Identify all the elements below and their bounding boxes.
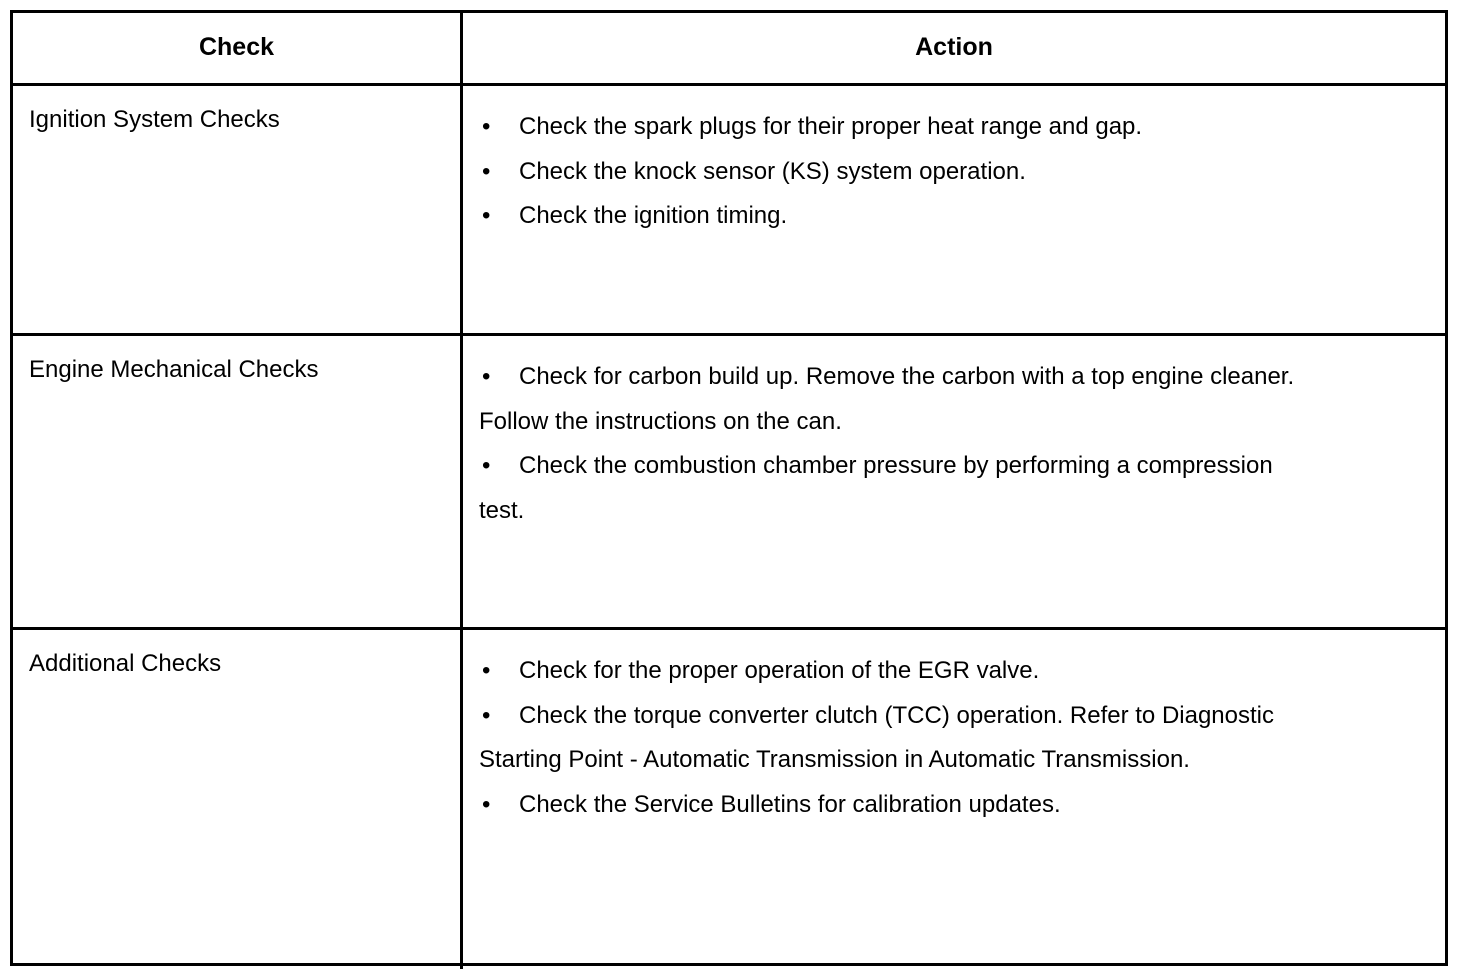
header-check: Check — [13, 13, 463, 83]
bullet-icon: • — [482, 452, 491, 479]
action-item — [479, 783, 1295, 828]
action-cell — [463, 86, 1445, 333]
action-text: Check for carbon build up. Remove the carbon with a top engine cleaner. Follow the instructions on the can. — [479, 363, 1295, 435]
bullet-icon: • — [482, 701, 491, 729]
action-item — [479, 150, 1405, 195]
bullet-icon: • — [482, 157, 491, 185]
action-item — [479, 444, 1295, 533]
action-text: Check the combustion chamber pressure by performing a compression test. — [479, 452, 1273, 524]
action-text: Check for the proper operation of the EGR valve. — [519, 657, 1040, 684]
table-header-row — [13, 13, 1445, 83]
table-bottom-border — [10, 963, 1448, 966]
header-action: Action — [915, 33, 993, 61]
action-list — [479, 105, 1405, 239]
action-list — [479, 649, 1295, 827]
table-row — [13, 627, 1445, 969]
table-row — [13, 83, 1445, 333]
diagnostic-table — [10, 10, 1448, 966]
bullet-icon: • — [482, 657, 491, 684]
check-label: Additional Checks — [29, 650, 222, 677]
action-item — [479, 194, 1405, 239]
action-text: Check the spark plugs for their proper heat range and gap. — [519, 113, 1143, 140]
bullet-icon: • — [482, 202, 491, 229]
check-label: Ignition System Checks — [29, 106, 280, 133]
action-list — [479, 355, 1295, 533]
action-cell — [463, 336, 1445, 627]
bullet-icon: • — [482, 790, 491, 818]
check-label: Engine Mechanical Checks — [29, 356, 319, 383]
action-item — [479, 694, 1295, 783]
table-row — [13, 333, 1445, 627]
action-text: Check the Service Bulletins for calibration updates. — [519, 790, 1061, 818]
bullet-icon: • — [482, 113, 491, 140]
check-cell — [13, 630, 463, 969]
action-text: Check the knock sensor (KS) system operation. — [519, 157, 1026, 185]
action-item — [479, 355, 1295, 444]
action-text: Check the torque converter clutch (TCC) operation. Refer to Diagnostic Starting Point - Automatic Transmission in Automatic Transmission. — [479, 701, 1275, 773]
bullet-icon: • — [482, 363, 491, 390]
action-cell — [463, 630, 1445, 969]
action-text: Check the ignition timing. — [519, 202, 788, 229]
action-item — [479, 649, 1295, 694]
check-cell — [13, 86, 463, 333]
action-item — [479, 105, 1405, 150]
check-cell — [13, 336, 463, 627]
